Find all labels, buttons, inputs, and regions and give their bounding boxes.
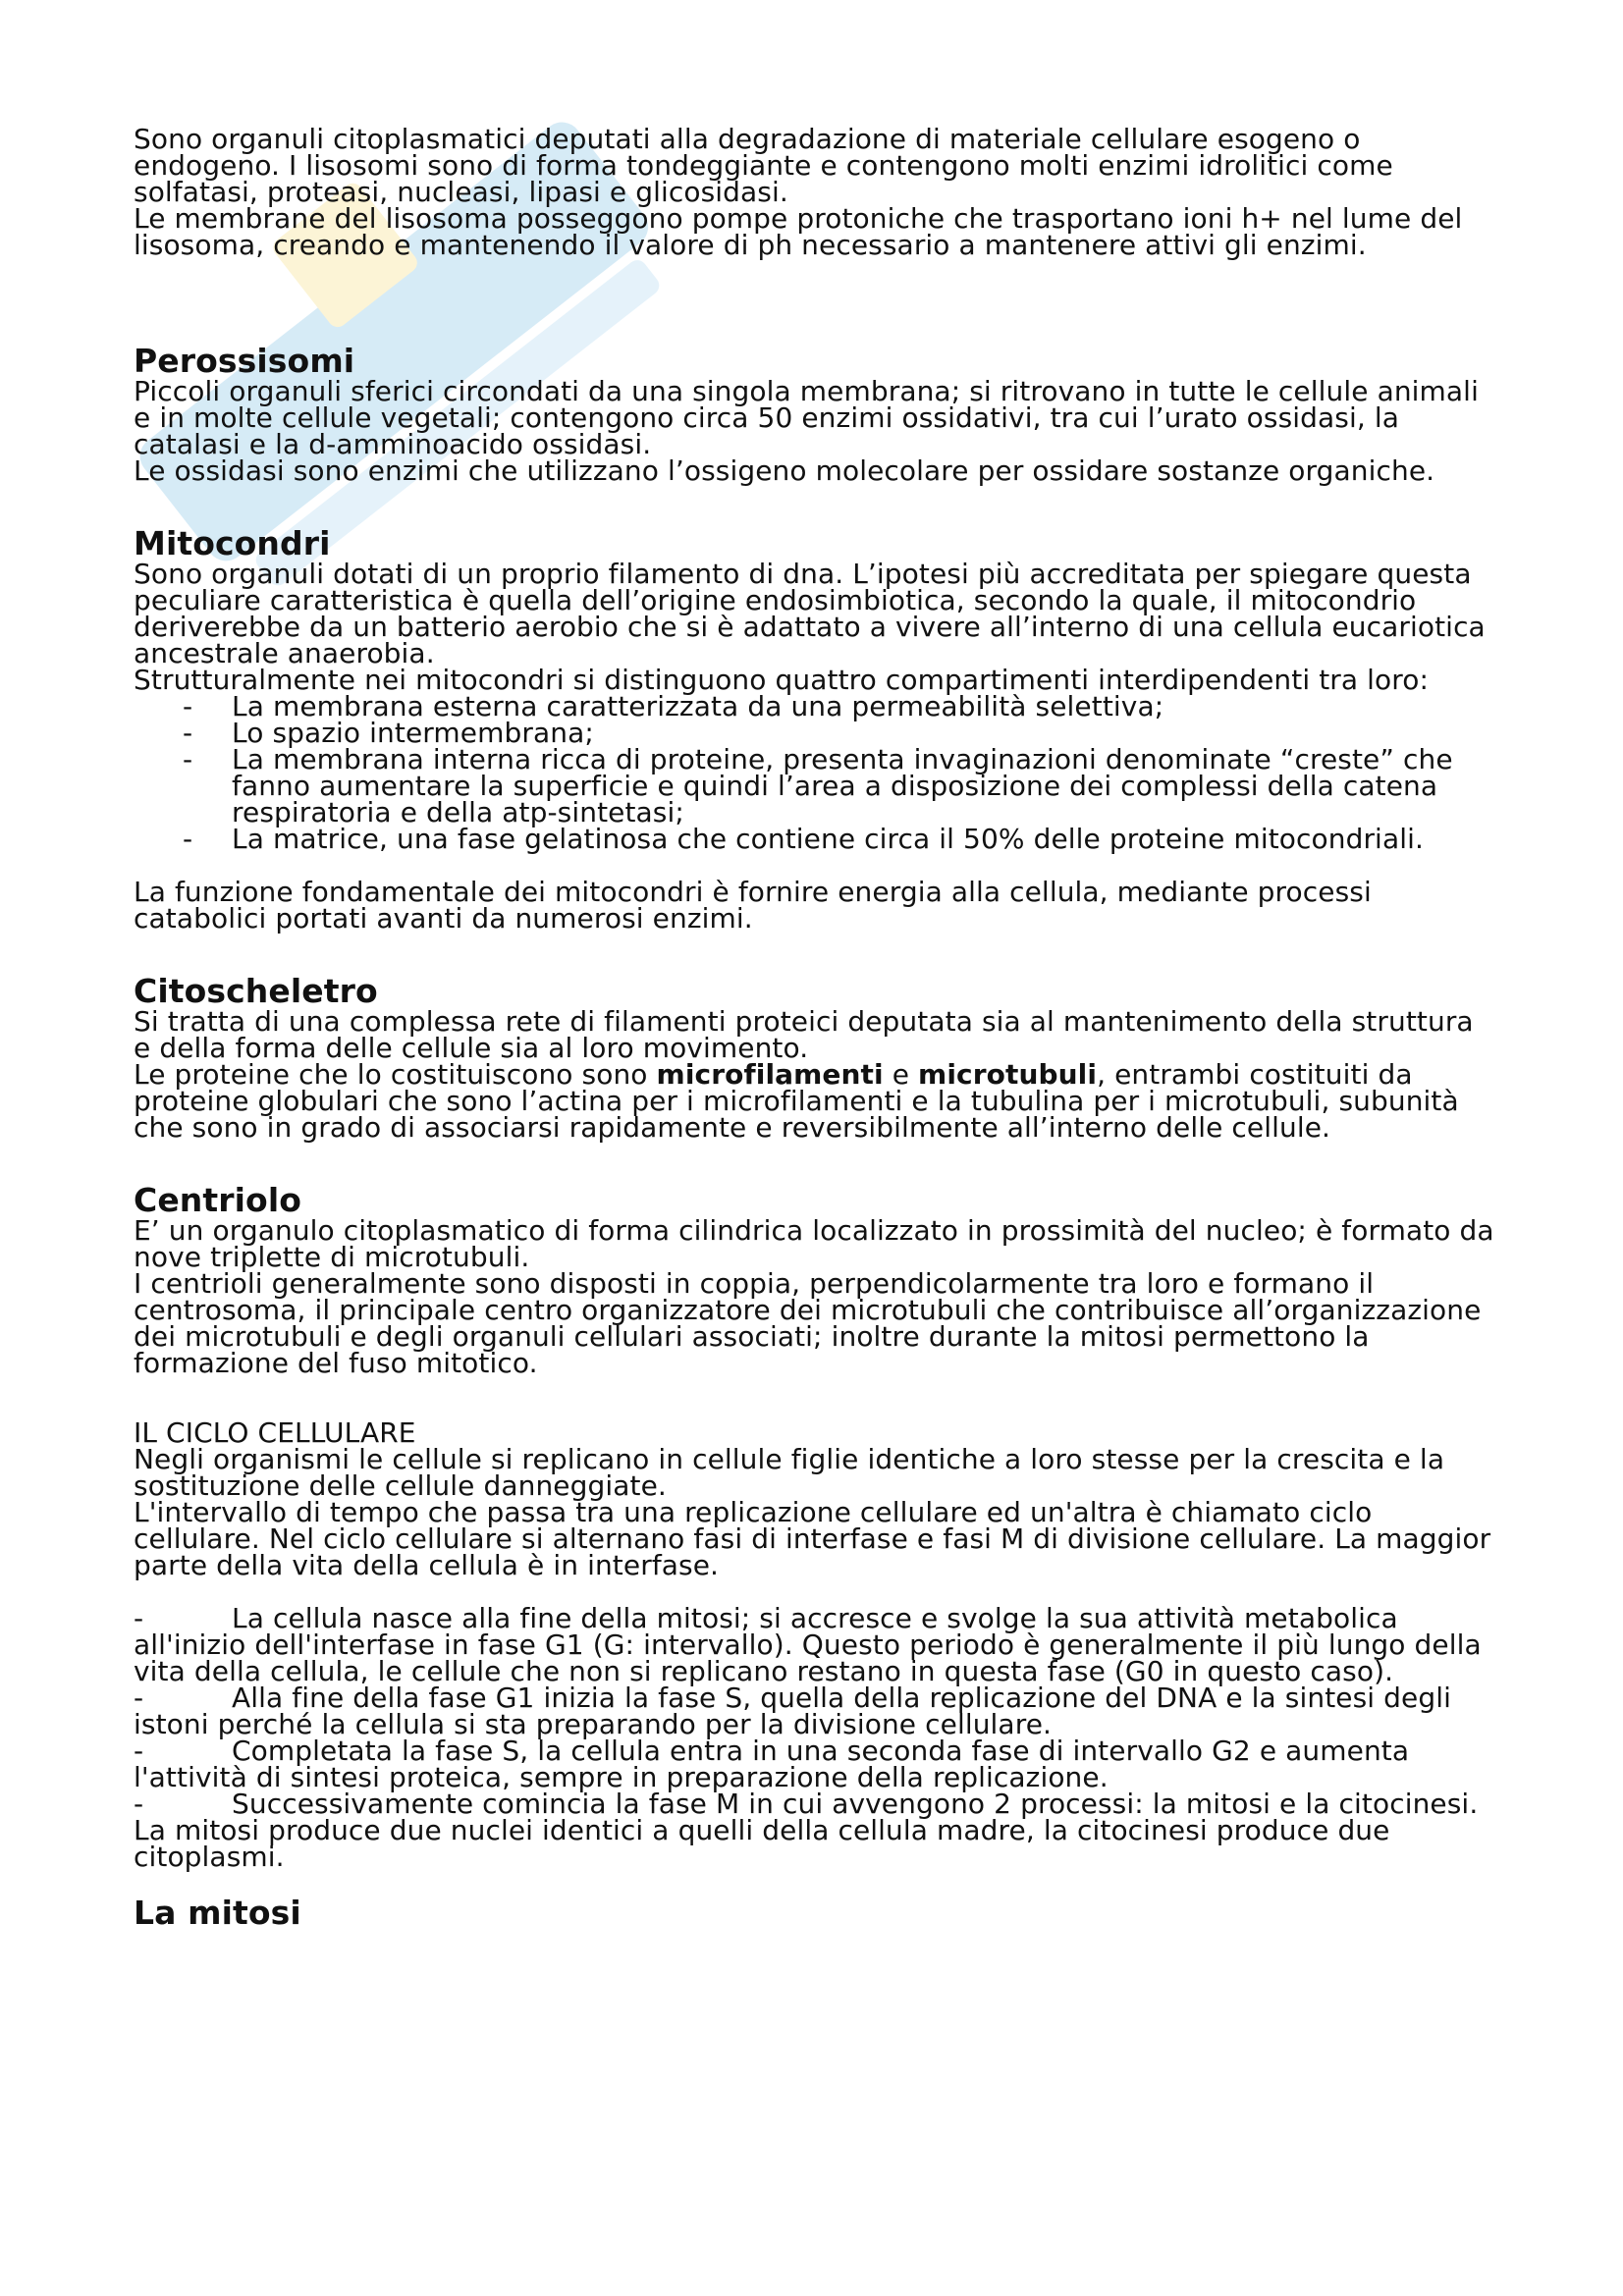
heading-mitocondri: Mitocondri — [134, 524, 331, 562]
dash-marker: - — [134, 1602, 144, 1634]
phase-text: Alla fine della fase G1 inizia la fase S, quella della replicazione del DNA e la sintesi degli istoni perché la cellula si sta preparando per la divisione cellulare. — [134, 1682, 1452, 1740]
citoscheletro-paragraph-2 — [134, 1058, 1498, 1144]
bold-term-microfilamenti: microfilamenti — [656, 1058, 884, 1091]
mitocondri-paragraph-3: La funzione fondamentale dei mitocondri è fornire energia alla cellula, mediante processi catabolici portati avanti da numerosi enzimi. — [134, 876, 1372, 934]
perossisomi-paragraph-1: Piccoli organuli sferici circondati da una singola membrana; si ritrovano in tutte le cellule animali e in molte cellule vegetali; contengono circa 50 enzimi ossidativi, tra cui l’urato ossidasi, la catalasi e la d-amminoacido ossidasi. — [134, 375, 1479, 460]
dash-marker: - — [134, 1682, 144, 1714]
list-item: - La membrana interna ricca di proteine, presenta invaginazioni denominate “creste” che fanno aumentare la superficie e quindi l’area a disposizione dei complessi della catena respiratoria e della atp-sintetasi; — [134, 746, 1498, 826]
heading-centriolo: Centriolo — [134, 1181, 302, 1219]
ciclo-phase-item — [134, 1602, 1498, 1687]
phase-text: La cellula nasce alla fine della mitosi; si accresce e svolge la sua attività metabolica all'inizio dell'interfase in fase G1 (G: intervallo). Questo periodo è generalmente il più lungo della vita della cellula, le cellule che non si replicano restano in questa fase (G0 in questo caso). — [134, 1602, 1482, 1687]
list-item: - La matrice, una fase gelatinosa che contiene circa il 50% delle proteine mitocondriali. — [134, 826, 1498, 852]
ciclo-phase-item — [134, 1788, 1498, 1873]
lisosomi-paragraph-2: Le membrane del lisosoma posseggono pompe protoniche che trasportano ioni h+ nel lume del lisosoma, creando e mantenendo il valore di ph necessario a mantenere attivi gli enzimi. — [134, 202, 1463, 261]
text-run: Le proteine che lo costituiscono sono — [134, 1058, 657, 1091]
mitocondri-compartments-list — [134, 690, 1498, 855]
ciclo-paragraph-2: L'intervallo di tempo che passa tra una replicazione cellulare ed un'altra è chiamato ciclo cellulare. Nel ciclo cellulare si alternano fasi di interfase e fasi M di divisione cellulare. La maggior parte della vita della cellula è in interfase. — [134, 1496, 1491, 1581]
document-page — [134, 123, 1498, 1932]
centriolo-paragraph-2: I centrioli generalmente sono disposti in coppia, perpendicolarmente tra loro e formano il centrosoma, il principale centro organizzatore dei microtubuli che contribuisce all’organizzazione dei microtubuli e degli organuli cellulari associati; inoltre durante la mitosi permettono la formazione del fuso mitotico. — [134, 1267, 1482, 1379]
mitocondri-paragraph-2: Strutturalmente nei mitocondri si distinguono quattro compartimenti interdipendenti tra loro: — [134, 664, 1430, 696]
centriolo-paragraph-1: E’ un organulo citoplasmatico di forma cilindrica localizzato in prossimità del nucleo; è formato da nove triplette di microtubuli. — [134, 1214, 1494, 1273]
heading-ciclo-cellulare: IL CICLO CELLULARE — [134, 1416, 416, 1449]
heading-perossisomi: Perossisomi — [134, 342, 355, 380]
perossisomi-paragraph-2: Le ossidasi sono enzimi che utilizzano l’ossigeno molecolare per ossidare sostanze organiche. — [134, 454, 1435, 487]
ciclo-phase-item — [134, 1735, 1498, 1793]
text-run: e — [883, 1058, 919, 1091]
phase-text: Completata la fase S, la cellula entra in una seconda fase di intervallo G2 e aumenta l'attività di sintesi proteica, sempre in preparazione della replicazione. — [134, 1735, 1410, 1793]
text-run: , entrambi costituiti da proteine globulari che sono l’actina per i microfilamenti e la tubulina per i microtubuli, subunità che sono in grado di associarsi rapidamente e reversibilmente all’interno delle cellule. — [134, 1058, 1459, 1144]
ciclo-paragraph-1: Negli organismi le cellule si replicano in cellule figlie identiche a loro stesse per la crescita e la sostituzione delle cellule danneggiate. — [134, 1443, 1445, 1502]
list-item: - La membrana esterna caratterizzata da una permeabilità selettiva; — [134, 693, 1498, 720]
citoscheletro-paragraph-1: Si tratta di una complessa rete di filamenti proteici deputata sia al mantenimento della struttura e della forma delle cellule sia al loro movimento. — [134, 1005, 1474, 1064]
dash-marker: - — [134, 1735, 144, 1767]
ciclo-phase-item — [134, 1682, 1498, 1740]
list-item: - Lo spazio intermembrana; — [134, 720, 1498, 746]
phase-text: Successivamente comincia la fase M in cui avvengono 2 processi: la mitosi e la citocinesi. La mitosi produce due nuclei identici a quelli della cellula madre, la citocinesi produce due citoplasmi. — [134, 1788, 1479, 1873]
bold-term-microtubuli: microtubuli — [918, 1058, 1098, 1091]
dash-marker: - — [134, 1788, 144, 1820]
mitocondri-paragraph-1: Sono organuli dotati di un proprio filamento di dna. L’ipotesi più accreditata per spiegare questa peculiare caratteristica è quella dell’origine endosimbiotica, secondo la quale, il mitocondrio deriverebbe da un batterio aerobio che si è adattato a vivere all’interno di una cellula eucariotica ancestrale anaerobia. — [134, 558, 1486, 669]
heading-mitosi: La mitosi — [134, 1894, 301, 1932]
lisosomi-paragraph-1: Sono organuli citoplasmatici deputati alla degradazione di materiale cellulare esogeno o endogeno. I lisosomi sono di forma tondeggiante e contengono molti enzimi idrolitici come solfatasi, proteasi, nucleasi, lipasi e glicosidasi. — [134, 123, 1393, 208]
heading-citoscheletro: Citoscheletro — [134, 972, 378, 1010]
